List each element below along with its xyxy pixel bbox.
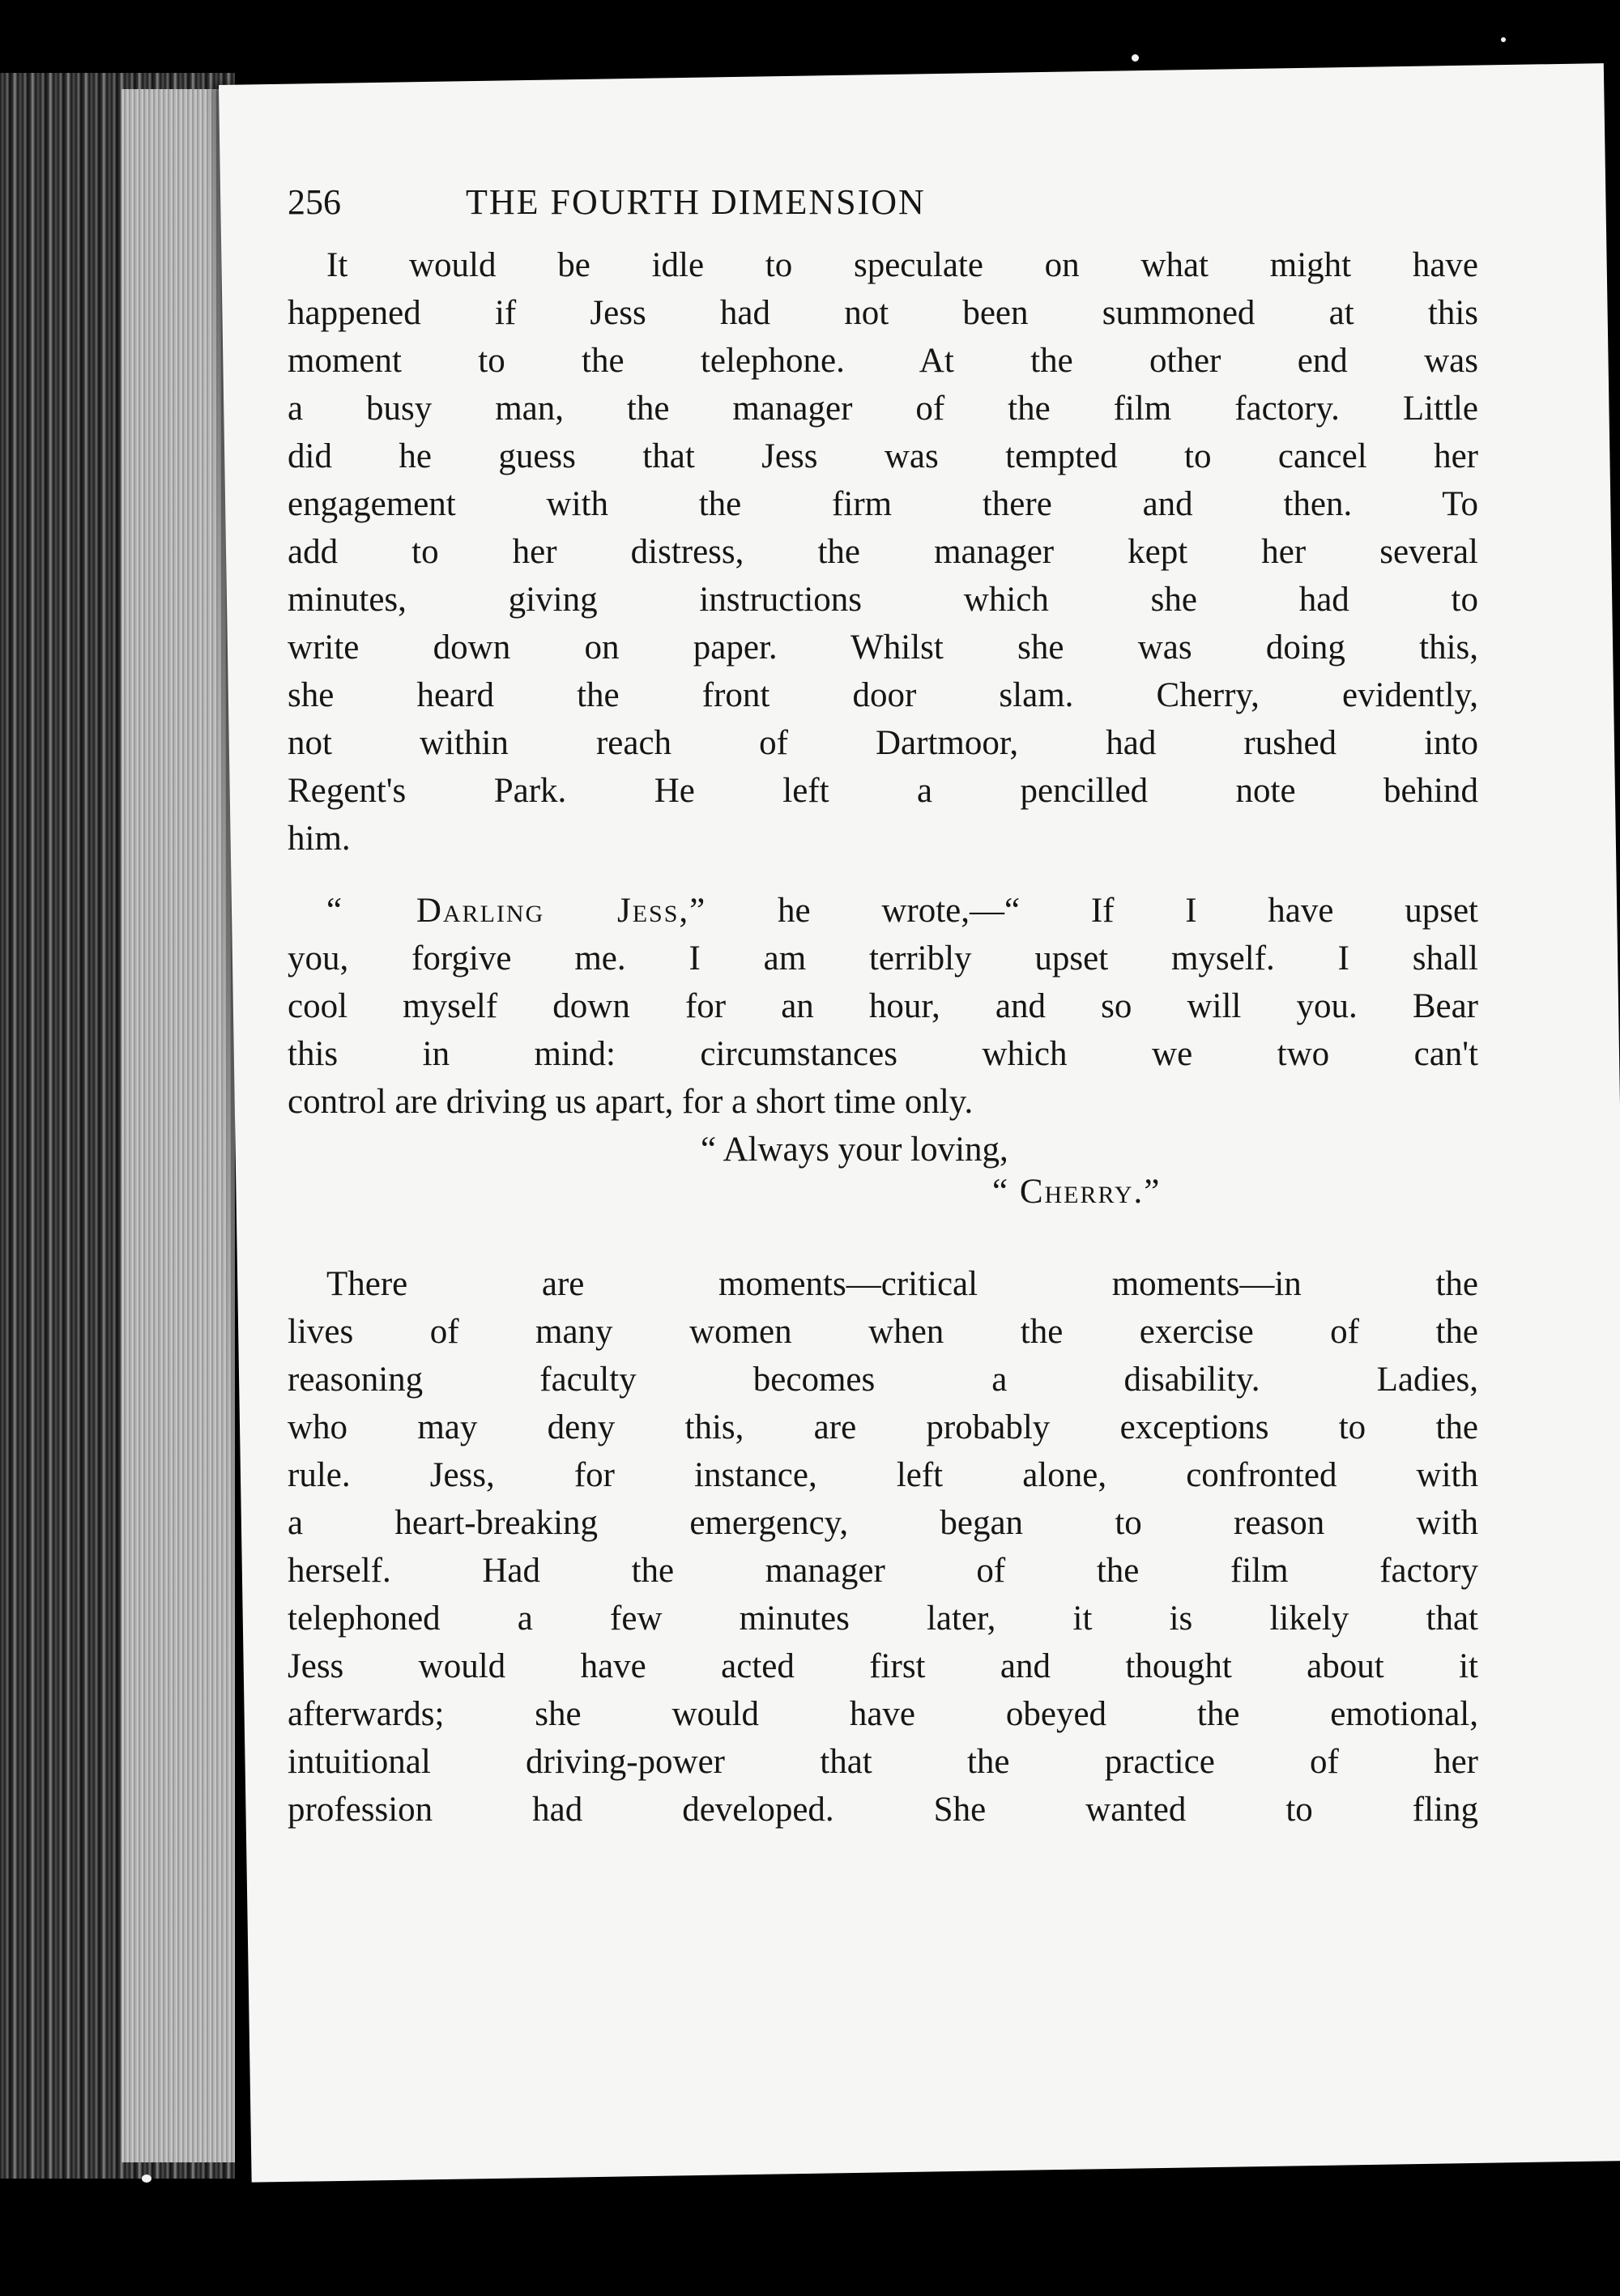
text-line: minutes, giving instructions which she had to [288,581,1478,619]
text-line: happened if Jess had not been summoned at this [288,294,1478,332]
text-line: intuitional driving-power that the practice of her [288,1743,1478,1781]
letter-closing: “ Always your loving, [701,1131,1008,1169]
running-head [288,178,1478,227]
text-line: profession had developed. She wanted to fling [288,1791,1478,1829]
paragraph-2 [288,1260,1478,1834]
book-page-edges [0,73,235,2179]
dust-speck [1501,37,1506,42]
letter-line: this in mind: circumstances which we two can't [288,1035,1478,1073]
text-line: telephoned a few minutes later, it is likely that [288,1600,1478,1638]
page-text [288,178,1478,1834]
text-line: him. [288,820,351,858]
text-line: did he guess that Jess was tempted to cancel her [288,437,1478,475]
letter-first-line [288,887,1478,935]
text-line: Regent's Park. He left a pencilled note behind [288,772,1478,810]
text-line: write down on paper. Whilst she was doing this, [288,628,1478,667]
letter-first-line-rest: he wrote,—“ If I have upset [706,892,1478,930]
text-line: Jess would have acted first and thought about it [288,1647,1478,1685]
page-number: 256 [288,182,341,222]
text-line: add to her distress, the manager kept her several [288,533,1478,571]
text-line: afterwards; she would have obeyed the emotional, [288,1695,1478,1733]
text-line: reasoning faculty becomes a disability. Ladies, [288,1361,1478,1399]
text-line: a busy man, the manager of the film factory. Little [288,390,1478,428]
letter-salutation: “ Darling Jess,” [326,892,707,930]
text-line: not within reach of Dartmoor, had rushed into [288,724,1478,762]
text-line: engagement with the firm there and then. To [288,485,1478,523]
text-line: who may deny this, are probably exceptions to the [288,1408,1478,1446]
text-line: It would be idle to speculate on what might have [326,246,1478,284]
letter-line: cool myself down for an hour, and so will you. Bear [288,987,1478,1025]
letter-line: control are driving us apart, for a short time only. [288,1083,974,1121]
text-line: she heard the front door slam. Cherry, evidently, [288,676,1478,714]
text-line: There are moments—critical moments—in the [326,1265,1478,1303]
text-line: a heart-breaking emergency, began to reason with [288,1504,1478,1542]
letter [288,887,1478,1210]
running-title: THE FOURTH DIMENSION [466,182,926,222]
text-line: herself. Had the manager of the film factory [288,1552,1478,1590]
dust-speck [1132,54,1139,62]
text-line: rule. Jess, for instance, left alone, confronted with [288,1456,1478,1494]
letter-line: you, forgive me. I am terribly upset myself. I shall [288,939,1478,978]
paragraph-1 [288,241,1478,863]
letter-signature: “ Cherry.” [992,1173,1162,1211]
dust-speck [142,2175,151,2183]
text-line: moment to the telephone. At the other end was [288,342,1478,380]
text-line: lives of many women when the exercise of the [288,1313,1478,1351]
